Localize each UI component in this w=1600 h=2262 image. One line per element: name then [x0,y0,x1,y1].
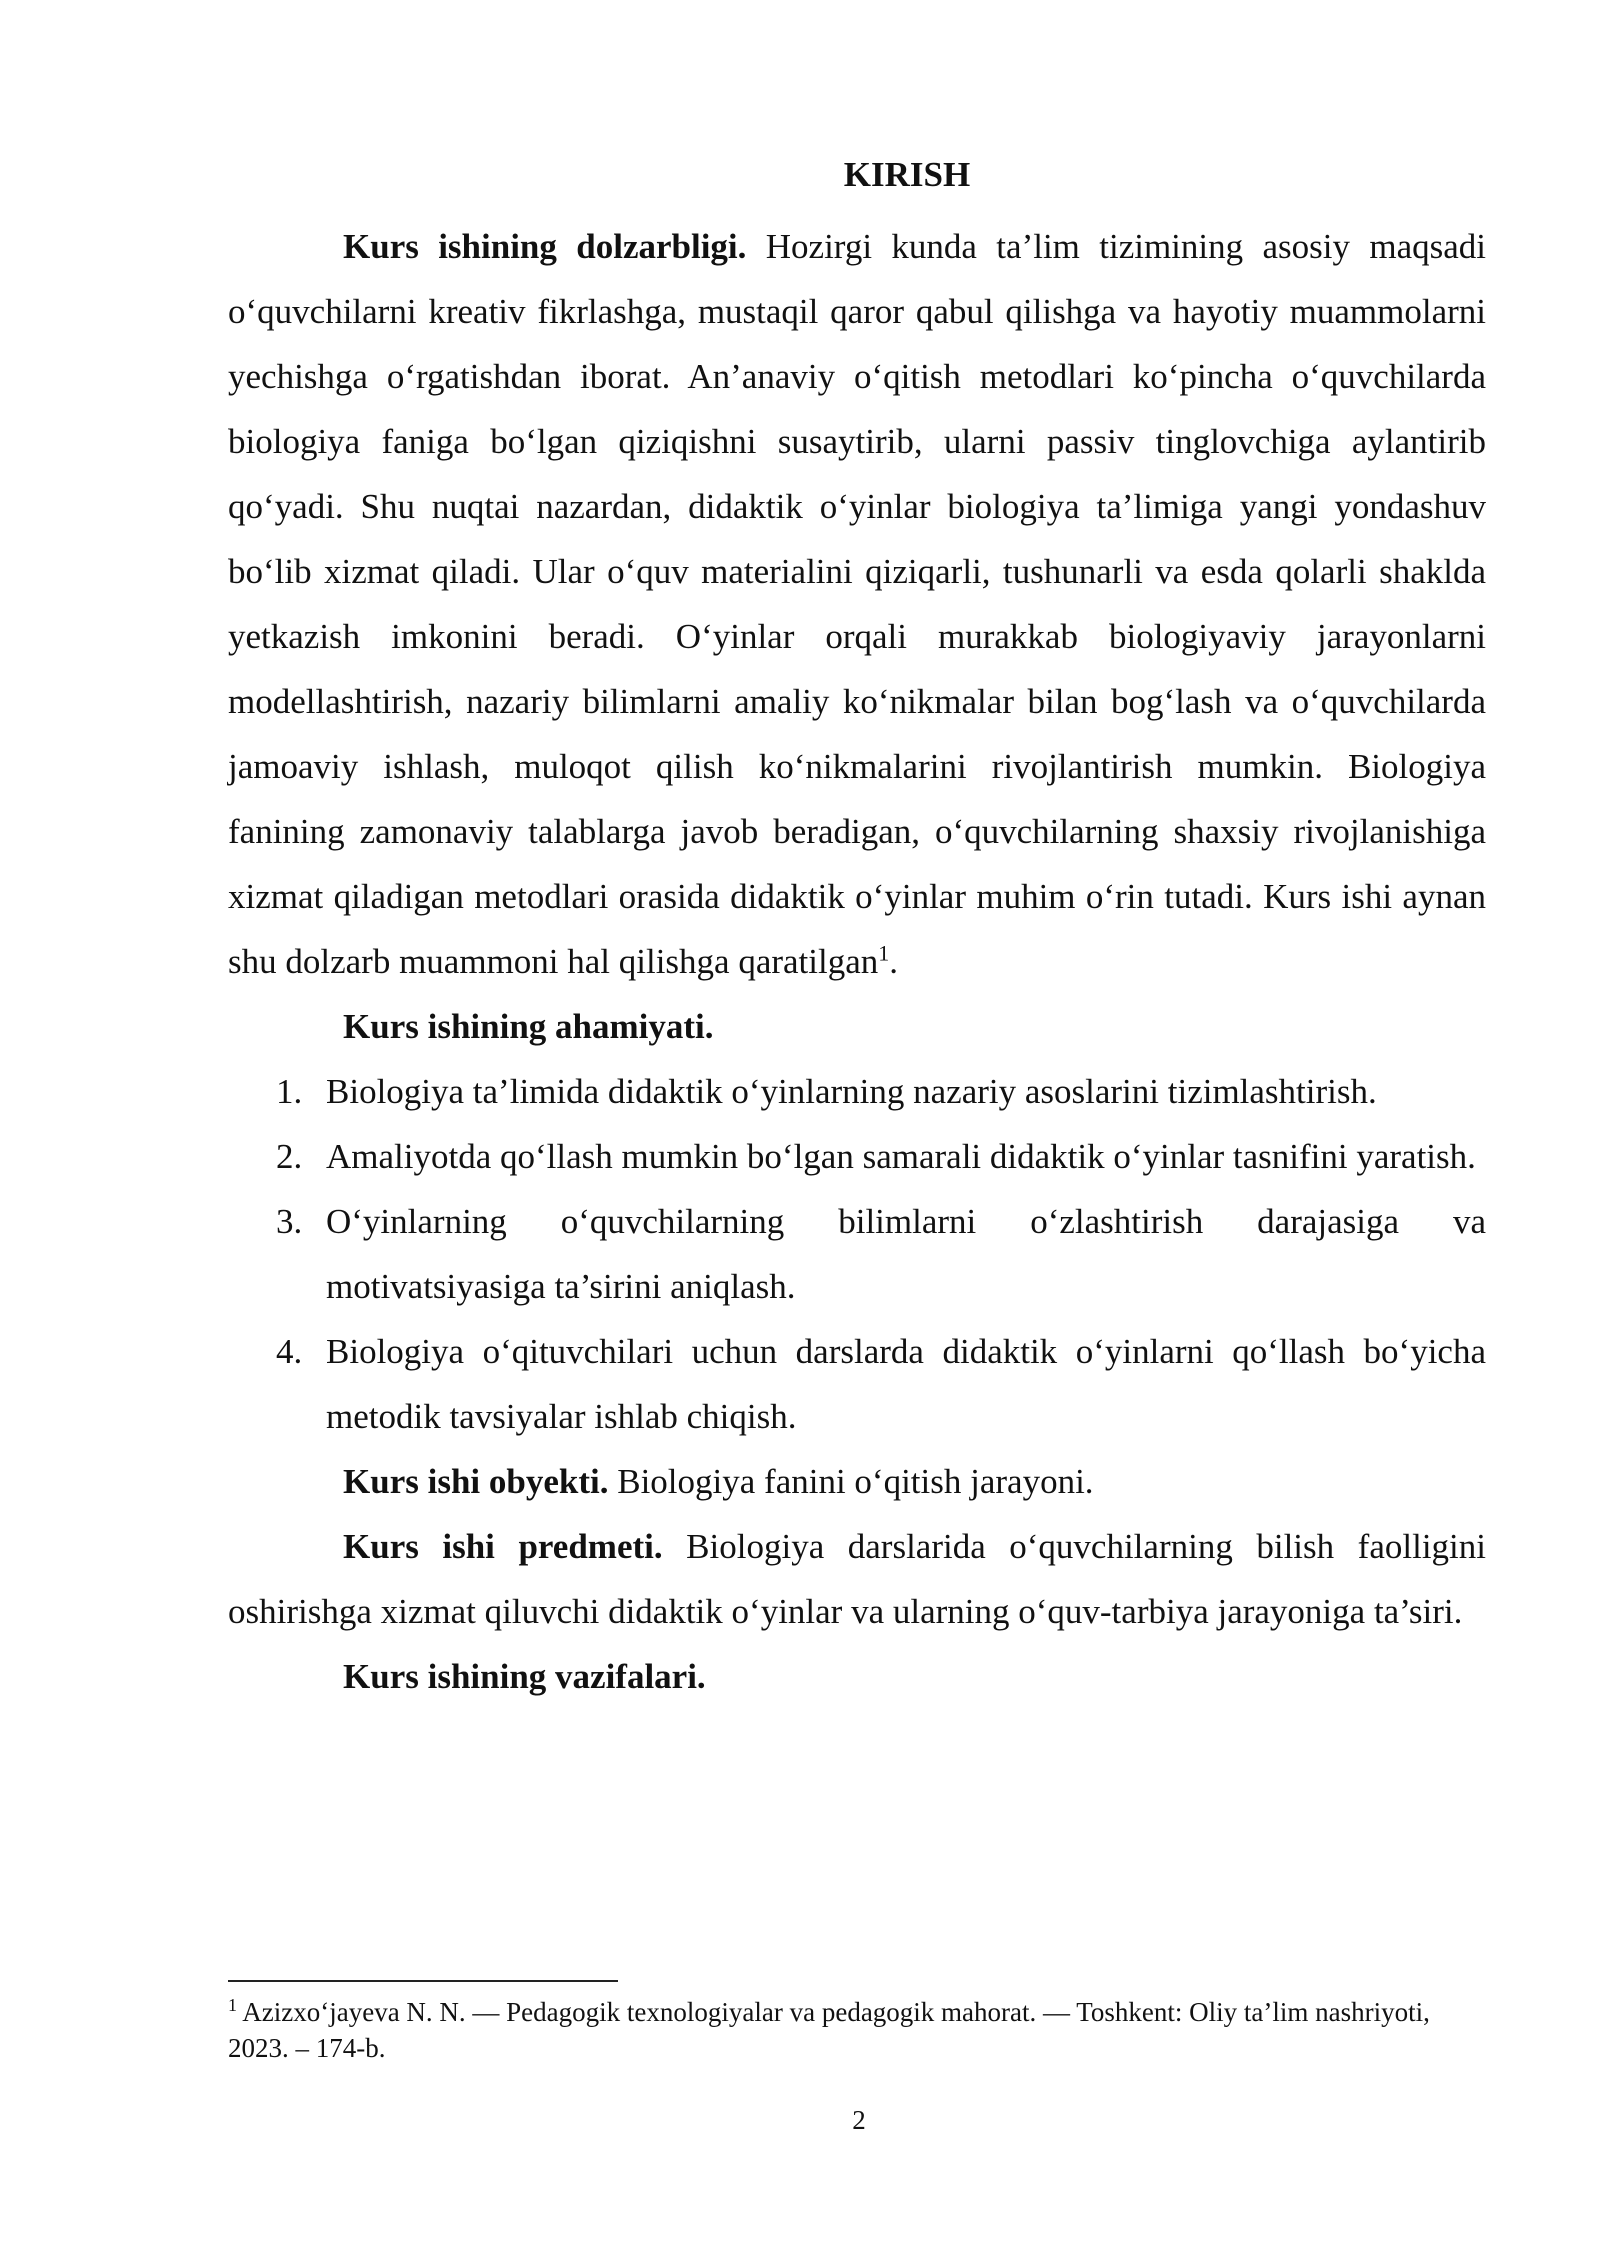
list-item-number: 3. [276,1202,303,1241]
relevance-paragraph [228,214,1486,994]
footnote [228,1994,1486,2066]
subject-label: Kurs ishi predmeti. [343,1527,663,1566]
footnote-mark: 1 [228,1995,237,2015]
footnote-reference[interactable]: 1 [878,940,890,966]
list-item-number: 1. [276,1072,303,1111]
subject-text: Biologiya darslarida o‘quvchilarning bilish faolligini oshirishga xizmat qiluvchi didaktik o‘yinlar va ularning o‘quv-tarbiya jarayoniga ta’siri. [228,1527,1486,1631]
object-paragraph [228,1449,1486,1514]
list-item-text: Biologiya ta’limida didaktik o‘yinlarning nazariy asoslarini tizimlashtirish. [326,1072,1377,1111]
page-body [228,148,1486,1709]
page-number: 2 [852,2105,866,2135]
list-item [228,1059,1486,1124]
footnote-text: Azizxo‘jayeva N. N. — Pedagogik texnologiyalar va pedagogik mahorat. — Toshkent: Oliy ta’lim nashriyoti, 2023. – 174-b. [228,1997,1430,2063]
subject-paragraph [228,1514,1486,1644]
page-title: KIRISH [843,155,971,194]
list-item-number: 4. [276,1332,303,1371]
object-text: Biologiya fanini o‘qitish jarayoni. [608,1462,1094,1501]
relevance-end: . [889,942,899,981]
tasks-heading: Kurs ishining vazifalari. [343,1657,706,1696]
list-item [228,1189,1486,1319]
significance-list [228,1059,1486,1449]
list-item-text: O‘yinlarning o‘quvchilarning bilimlarni o‘zlashtirish darajasiga va motivatsiyasiga ta’sirini aniqlash. [326,1202,1486,1306]
relevance-label: Kurs ishining dolzarbligi. [343,227,747,266]
footnote-separator [228,1980,618,1982]
list-item-text: Amaliyotda qo‘llash mumkin bo‘lgan samarali didaktik o‘yinlar tasnifini yaratish. [326,1137,1476,1176]
list-item [228,1319,1486,1449]
list-item [228,1124,1486,1189]
list-item-text: Biologiya o‘qituvchilari uchun darslarda didaktik o‘yinlarni qo‘llash bo‘yicha metodik tavsiyalar ishlab chiqish. [326,1332,1486,1436]
relevance-text: Hozirgi kunda ta’lim tizimining asosiy maqsadi o‘quvchilarni kreativ fikrlashga, mustaqil qaror qabul qilishga va hayotiy muammolarni yechishga o‘rgatishdan iborat. An’anaviy o‘qitish metodlari ko‘pincha o‘quvchilarda biologiya faniga bo‘lgan qiziqishni susaytirib, ularni passiv tinglovchiga aylantirib qo‘yadi. Shu nuqtai nazardan, didaktik o‘yinlar biologiya ta’limiga yangi yondashuv bo‘lib xizmat qiladi. Ular o‘quv materialini qiziqarli, tushunarli va esda qolarli shaklda yetkazish imkonini beradi. O‘yinlar orqali murakkab biologiyaviy jarayonlarni modellashtirish, nazariy bilimlarni amaliy ko‘nikmalar bilan bog‘lash va o‘quvchilarda jamoaviy ishlash, muloqot qilish ko‘nikmalarini rivojlantirish mumkin. Biologiya fanining zamonaviy talablarga javob beradigan, o‘quvchilarning shaxsiy rivojlanishiga xizmat qiladigan metodlari orasida didaktik o‘yinlar muhim o‘rin tutadi. Kurs ishi aynan shu dolzarb muammoni hal qilishga qaratilgan [228,227,1486,981]
significance-heading: Kurs ishining ahamiyati. [343,1007,714,1046]
list-item-number: 2. [276,1137,303,1176]
object-label: Kurs ishi obyekti. [343,1462,609,1501]
